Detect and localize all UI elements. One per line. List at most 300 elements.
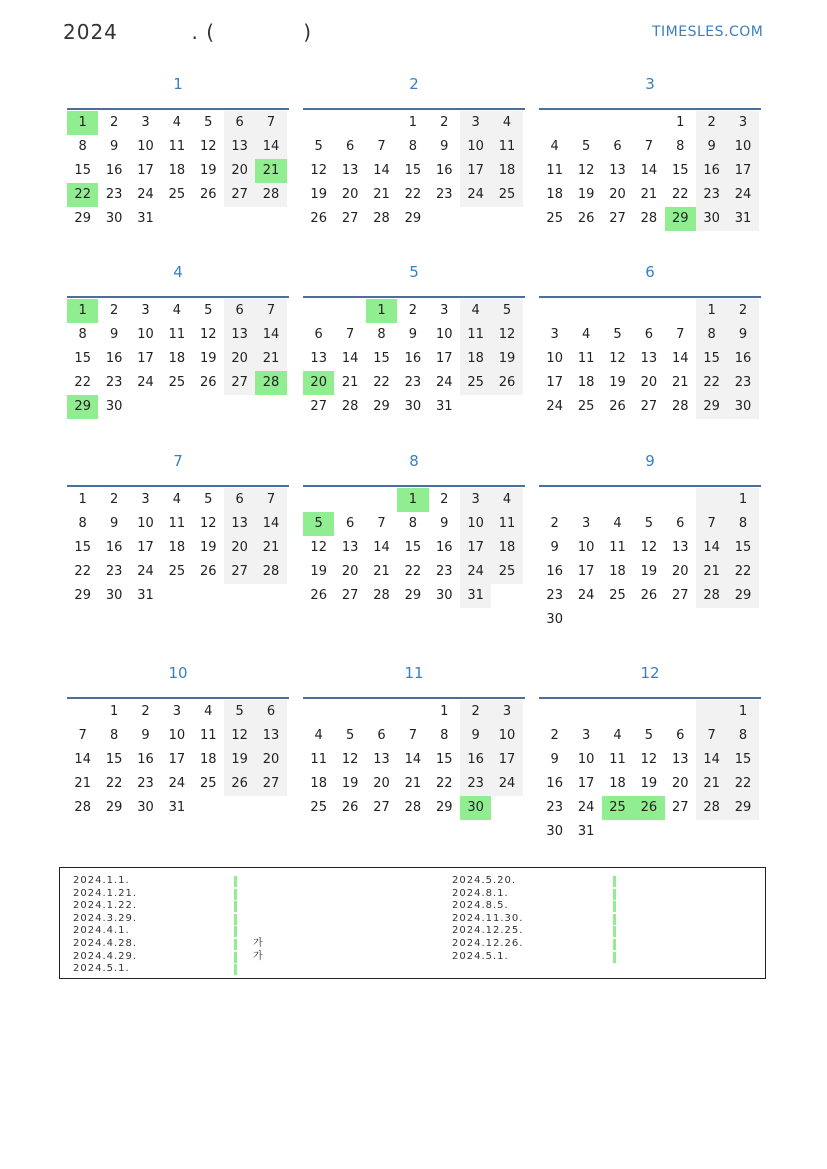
holiday-marker-bar [234,889,237,900]
month-rule [539,485,761,487]
holiday-date: 2024.3.29. [73,912,138,924]
holiday-name: 가 [253,950,264,962]
holiday-date: 2024.12.25. [452,925,524,937]
day-cell: 1 [366,299,397,323]
day-cell-empty [366,700,397,724]
day-cell: 19 [577,187,595,202]
day-cell-empty [570,299,601,323]
month-4 [67,262,289,419]
holiday-list-item [73,900,137,913]
day-cell: 13 [640,351,658,366]
day-cell: 1 [408,115,417,130]
day-cell: 16 [435,163,453,178]
day-cell: 21 [696,560,727,584]
holiday-marker-bar [613,939,616,950]
day-cell: 23 [105,375,123,390]
day-cell: 27 [341,588,359,603]
day-cell: 26 [310,588,327,603]
holiday-marker-bar [613,914,616,925]
day-cell: 1 [67,111,98,135]
day-cell: 22 [404,564,422,579]
day-cell: 26 [491,371,522,395]
day-cell: 1 [78,492,87,507]
day-cell: 5 [644,516,653,531]
day-cell: 16 [105,351,123,366]
day-cell: 21 [671,375,689,390]
day-cell: 4 [314,728,323,743]
day-cell: 28 [255,560,286,584]
day-cell: 2 [141,704,150,719]
day-cell: 2 [550,516,559,531]
day-cell: 27 [224,183,255,207]
day-cell: 21 [373,564,390,579]
day-cell: 7 [345,327,355,342]
day-cell: 20 [224,536,255,560]
day-cell: 7 [255,111,286,135]
day-cell: 12 [491,323,522,347]
day-cell: 3 [550,327,559,342]
day-cell: 8 [408,139,417,154]
day-cell: 5 [314,139,323,154]
month-7 [67,451,289,608]
holiday-list-item [452,938,523,951]
day-cell: 14 [671,351,689,366]
day-cell: 5 [644,728,653,743]
month-title: 12 [640,664,660,682]
day-cell-empty [539,111,570,135]
month-rule [539,296,761,298]
day-cell: 19 [640,564,658,579]
day-cell: 6 [255,700,286,724]
day-cell: 25 [168,564,186,579]
day-cell: 5 [613,327,622,342]
holiday-list-item [452,888,523,901]
day-cell: 7 [408,728,417,743]
day-cell: 22 [435,776,453,791]
holiday-list-item [73,925,137,938]
day-cell: 21 [255,347,286,371]
day-cell: 28 [341,399,359,414]
day-cell: 3 [141,303,150,318]
day-cell: 29 [665,207,696,231]
day-cell: 8 [696,323,727,347]
day-cell: 29 [404,588,422,603]
day-cell: 21 [373,187,390,202]
day-cell: 17 [435,351,453,366]
month-3 [539,74,761,231]
day-cell: 4 [613,516,622,531]
day-cell: 1 [397,488,428,512]
day-cell: 16 [137,752,154,767]
day-cell: 17 [491,748,522,772]
day-cell: 13 [341,163,359,178]
day-cell: 17 [137,351,154,366]
day-cell: 10 [137,139,154,154]
day-cell: 27 [310,399,327,414]
day-cell: 30 [727,395,758,419]
day-cell: 2 [109,492,119,507]
day-cell: 26 [224,772,255,796]
day-cell: 7 [255,299,286,323]
day-cell: 22 [696,371,727,395]
day-cell: 30 [435,588,453,603]
month-grid [539,700,761,844]
month-title: 2 [409,75,419,93]
day-cell-empty [539,700,570,724]
day-cell: 5 [204,115,213,130]
day-cell: 9 [141,728,150,743]
day-cell: 12 [199,139,217,154]
month-title: 7 [173,452,183,470]
day-cell: 24 [137,564,154,579]
day-cell: 8 [676,139,685,154]
day-cell: 28 [640,211,658,226]
day-cell: 12 [341,752,359,767]
day-cell: 8 [78,516,87,531]
day-cell: 14 [341,351,359,366]
day-cell: 10 [727,135,758,159]
holiday-date: 2024.1.21. [73,887,138,899]
day-cell: 23 [105,564,123,579]
day-cell: 30 [460,796,491,820]
day-cell: 19 [609,375,626,390]
month-11 [303,663,525,820]
day-cell: 24 [460,183,491,207]
day-cell: 15 [727,536,758,560]
day-cell: 24 [460,560,491,584]
holiday-date: 2024.5.1. [452,950,509,962]
day-cell: 21 [255,159,286,183]
day-cell: 5 [204,303,213,318]
day-cell: 17 [546,375,563,390]
day-cell: 6 [345,139,355,154]
day-cell: 25 [310,800,327,815]
holiday-marker-bar [613,952,616,963]
day-cell: 26 [199,187,217,202]
day-cell: 17 [577,776,595,791]
day-cell: 8 [408,516,417,531]
day-cell: 20 [224,159,255,183]
day-cell: 22 [67,183,98,207]
day-cell-empty [539,299,570,323]
day-cell: 11 [609,752,626,767]
day-cell: 22 [74,564,91,579]
day-cell: 27 [224,371,255,395]
day-cell: 14 [255,135,286,159]
day-cell: 9 [550,540,559,555]
day-cell: 10 [137,516,154,531]
day-cell: 5 [345,728,355,743]
day-cell: 25 [460,371,491,395]
page-title: 2024 . ( ) [63,20,313,44]
day-cell: 16 [105,163,123,178]
day-cell-empty [539,488,570,512]
holiday-marker-bar [234,914,237,925]
month-rule [303,296,525,298]
day-cell: 13 [341,540,359,555]
day-cell: 2 [727,299,758,323]
day-cell: 4 [460,299,491,323]
day-cell: 20 [341,564,359,579]
month-9 [539,451,761,632]
day-cell: 15 [74,540,91,555]
day-cell: 11 [168,327,186,342]
day-cell: 29 [74,588,91,603]
day-cell: 3 [440,303,449,318]
day-cell: 28 [255,183,286,207]
day-cell: 29 [727,796,758,820]
day-cell: 13 [224,512,255,536]
day-cell: 10 [435,327,453,342]
holiday-date: 2024.5.1. [73,963,130,975]
day-cell: 11 [460,323,491,347]
day-cell: 12 [199,516,217,531]
day-cell: 14 [373,163,390,178]
month-grid [303,488,525,608]
day-cell: 8 [78,327,87,342]
month-grid [539,111,761,231]
day-cell: 10 [577,540,595,555]
day-cell: 8 [377,327,386,342]
day-cell: 27 [671,588,689,603]
day-cell: 19 [310,564,327,579]
day-cell: 10 [168,728,186,743]
day-cell: 24 [546,399,563,414]
day-cell: 24 [577,588,595,603]
day-cell: 20 [255,748,286,772]
day-cell: 14 [255,512,286,536]
day-cell-empty [334,488,365,512]
day-cell: 17 [460,159,491,183]
day-cell: 8 [727,724,758,748]
day-cell: 30 [546,824,563,839]
day-cell: 20 [373,776,390,791]
day-cell: 9 [440,139,449,154]
day-cell: 9 [109,139,119,154]
month-rule [539,697,761,699]
day-cell-empty [334,700,365,724]
day-cell: 20 [671,776,689,791]
month-rule [303,697,525,699]
day-cell: 23 [696,183,727,207]
day-cell: 12 [640,540,658,555]
day-cell: 31 [435,399,453,414]
day-cell: 29 [727,584,758,608]
month-12 [539,663,761,844]
day-cell: 6 [644,327,653,342]
holiday-date: 2024.12.26. [452,937,524,949]
day-cell: 24 [137,187,154,202]
day-cell: 10 [460,135,491,159]
day-cell: 18 [168,163,186,178]
day-cell-empty [665,488,696,512]
month-title: 8 [409,452,419,470]
day-cell: 23 [546,588,563,603]
day-cell: 7 [676,327,685,342]
day-cell: 21 [74,776,91,791]
day-cell: 15 [727,748,758,772]
day-cell: 18 [609,776,626,791]
day-cell: 27 [671,800,689,815]
holiday-list-item [73,875,137,888]
day-cell: 20 [609,187,626,202]
day-cell: 22 [727,772,758,796]
month-10 [67,663,289,820]
day-cell: 9 [440,516,449,531]
month-8 [303,451,525,608]
holiday-name: 가 [253,937,264,949]
month-title: 10 [168,664,188,682]
month-title: 9 [645,452,655,470]
day-cell: 29 [696,395,727,419]
day-cell: 15 [696,347,727,371]
day-cell: 18 [491,159,522,183]
day-cell: 5 [303,512,334,536]
day-cell: 2 [109,115,119,130]
day-cell: 20 [341,187,359,202]
day-cell-empty [602,111,633,135]
day-cell: 31 [577,824,595,839]
month-grid [303,700,525,820]
day-cell: 24 [137,375,154,390]
day-cell: 25 [491,183,522,207]
day-cell: 14 [404,752,422,767]
day-cell: 2 [696,111,727,135]
day-cell-empty [633,299,664,323]
holiday-list-item [73,937,264,951]
day-cell: 30 [105,588,123,603]
day-cell: 6 [224,299,255,323]
day-cell: 15 [74,163,91,178]
month-1 [67,74,289,231]
holiday-date: 2024.1.22. [73,900,138,912]
month-grid [539,488,761,632]
day-cell: 14 [74,752,91,767]
day-cell: 26 [199,375,217,390]
day-cell: 28 [373,588,390,603]
holiday-marker-bar [613,926,616,937]
day-cell: 22 [727,560,758,584]
day-cell: 9 [696,135,727,159]
holiday-marker-bar [613,901,616,912]
day-cell-empty [570,111,601,135]
day-cell: 12 [609,351,626,366]
day-cell: 27 [341,211,359,226]
site-logo[interactable]: TIMESLES.COM [652,24,764,40]
month-6 [539,262,761,419]
day-cell: 2 [460,700,491,724]
day-cell: 6 [676,728,685,743]
day-cell: 19 [640,776,658,791]
holiday-list-item [73,963,137,976]
day-cell: 2 [109,303,119,318]
holiday-marker-bar [234,964,237,975]
holiday-list-item [452,913,523,926]
day-cell: 4 [172,115,181,130]
day-cell: 29 [74,211,91,226]
month-title: 5 [409,263,419,281]
month-grid [67,299,289,419]
day-cell: 26 [577,211,595,226]
day-cell: 12 [199,327,217,342]
day-cell: 13 [373,752,390,767]
day-cell: 28 [696,584,727,608]
day-cell-empty [602,488,633,512]
day-cell: 28 [671,399,689,414]
day-cell: 21 [640,187,658,202]
holiday-list-item [452,900,523,913]
day-cell: 17 [168,752,186,767]
day-cell: 22 [373,375,390,390]
month-title: 1 [173,75,183,93]
day-cell: 7 [696,512,727,536]
day-cell: 21 [404,776,422,791]
month-rule [67,108,289,110]
day-cell: 25 [491,560,522,584]
day-cell: 18 [546,187,563,202]
day-cell: 1 [696,299,727,323]
day-cell: 14 [640,163,658,178]
day-cell: 2 [440,115,449,130]
day-cell: 23 [435,187,453,202]
month-2 [303,74,525,231]
day-cell: 30 [105,399,123,414]
day-cell: 7 [78,728,87,743]
day-cell: 7 [644,139,653,154]
day-cell: 22 [404,187,422,202]
day-cell: 13 [609,163,626,178]
day-cell: 24 [577,800,595,815]
holiday-marker-bar [613,889,616,900]
day-cell-empty [334,299,365,323]
day-cell: 31 [168,800,186,815]
holiday-list-item [73,913,137,926]
holiday-marker-bar [234,939,237,950]
day-cell-empty [570,700,601,724]
day-cell: 28 [74,800,91,815]
day-cell: 6 [676,516,685,531]
day-cell: 16 [404,351,422,366]
day-cell: 27 [373,800,390,815]
day-cell: 6 [345,516,355,531]
month-title: 11 [404,664,424,682]
day-cell: 1 [676,115,685,130]
day-cell: 13 [224,135,255,159]
day-cell: 19 [199,351,217,366]
day-cell: 31 [137,588,154,603]
day-cell: 12 [577,163,595,178]
day-cell: 18 [310,776,327,791]
month-rule [67,485,289,487]
month-grid [303,111,525,231]
day-cell-empty [366,488,397,512]
day-cell: 29 [435,800,453,815]
day-cell: 16 [696,159,727,183]
month-title: 3 [645,75,655,93]
day-cell: 6 [314,327,323,342]
day-cell: 20 [303,371,334,395]
day-cell: 20 [671,564,689,579]
day-cell: 19 [199,163,217,178]
day-cell: 3 [491,700,522,724]
day-cell-empty [696,488,727,512]
day-cell: 1 [727,700,758,724]
day-cell: 23 [404,375,422,390]
day-cell: 30 [137,800,154,815]
day-cell: 9 [109,516,119,531]
day-cell: 26 [633,796,664,820]
day-cell: 23 [137,776,154,791]
